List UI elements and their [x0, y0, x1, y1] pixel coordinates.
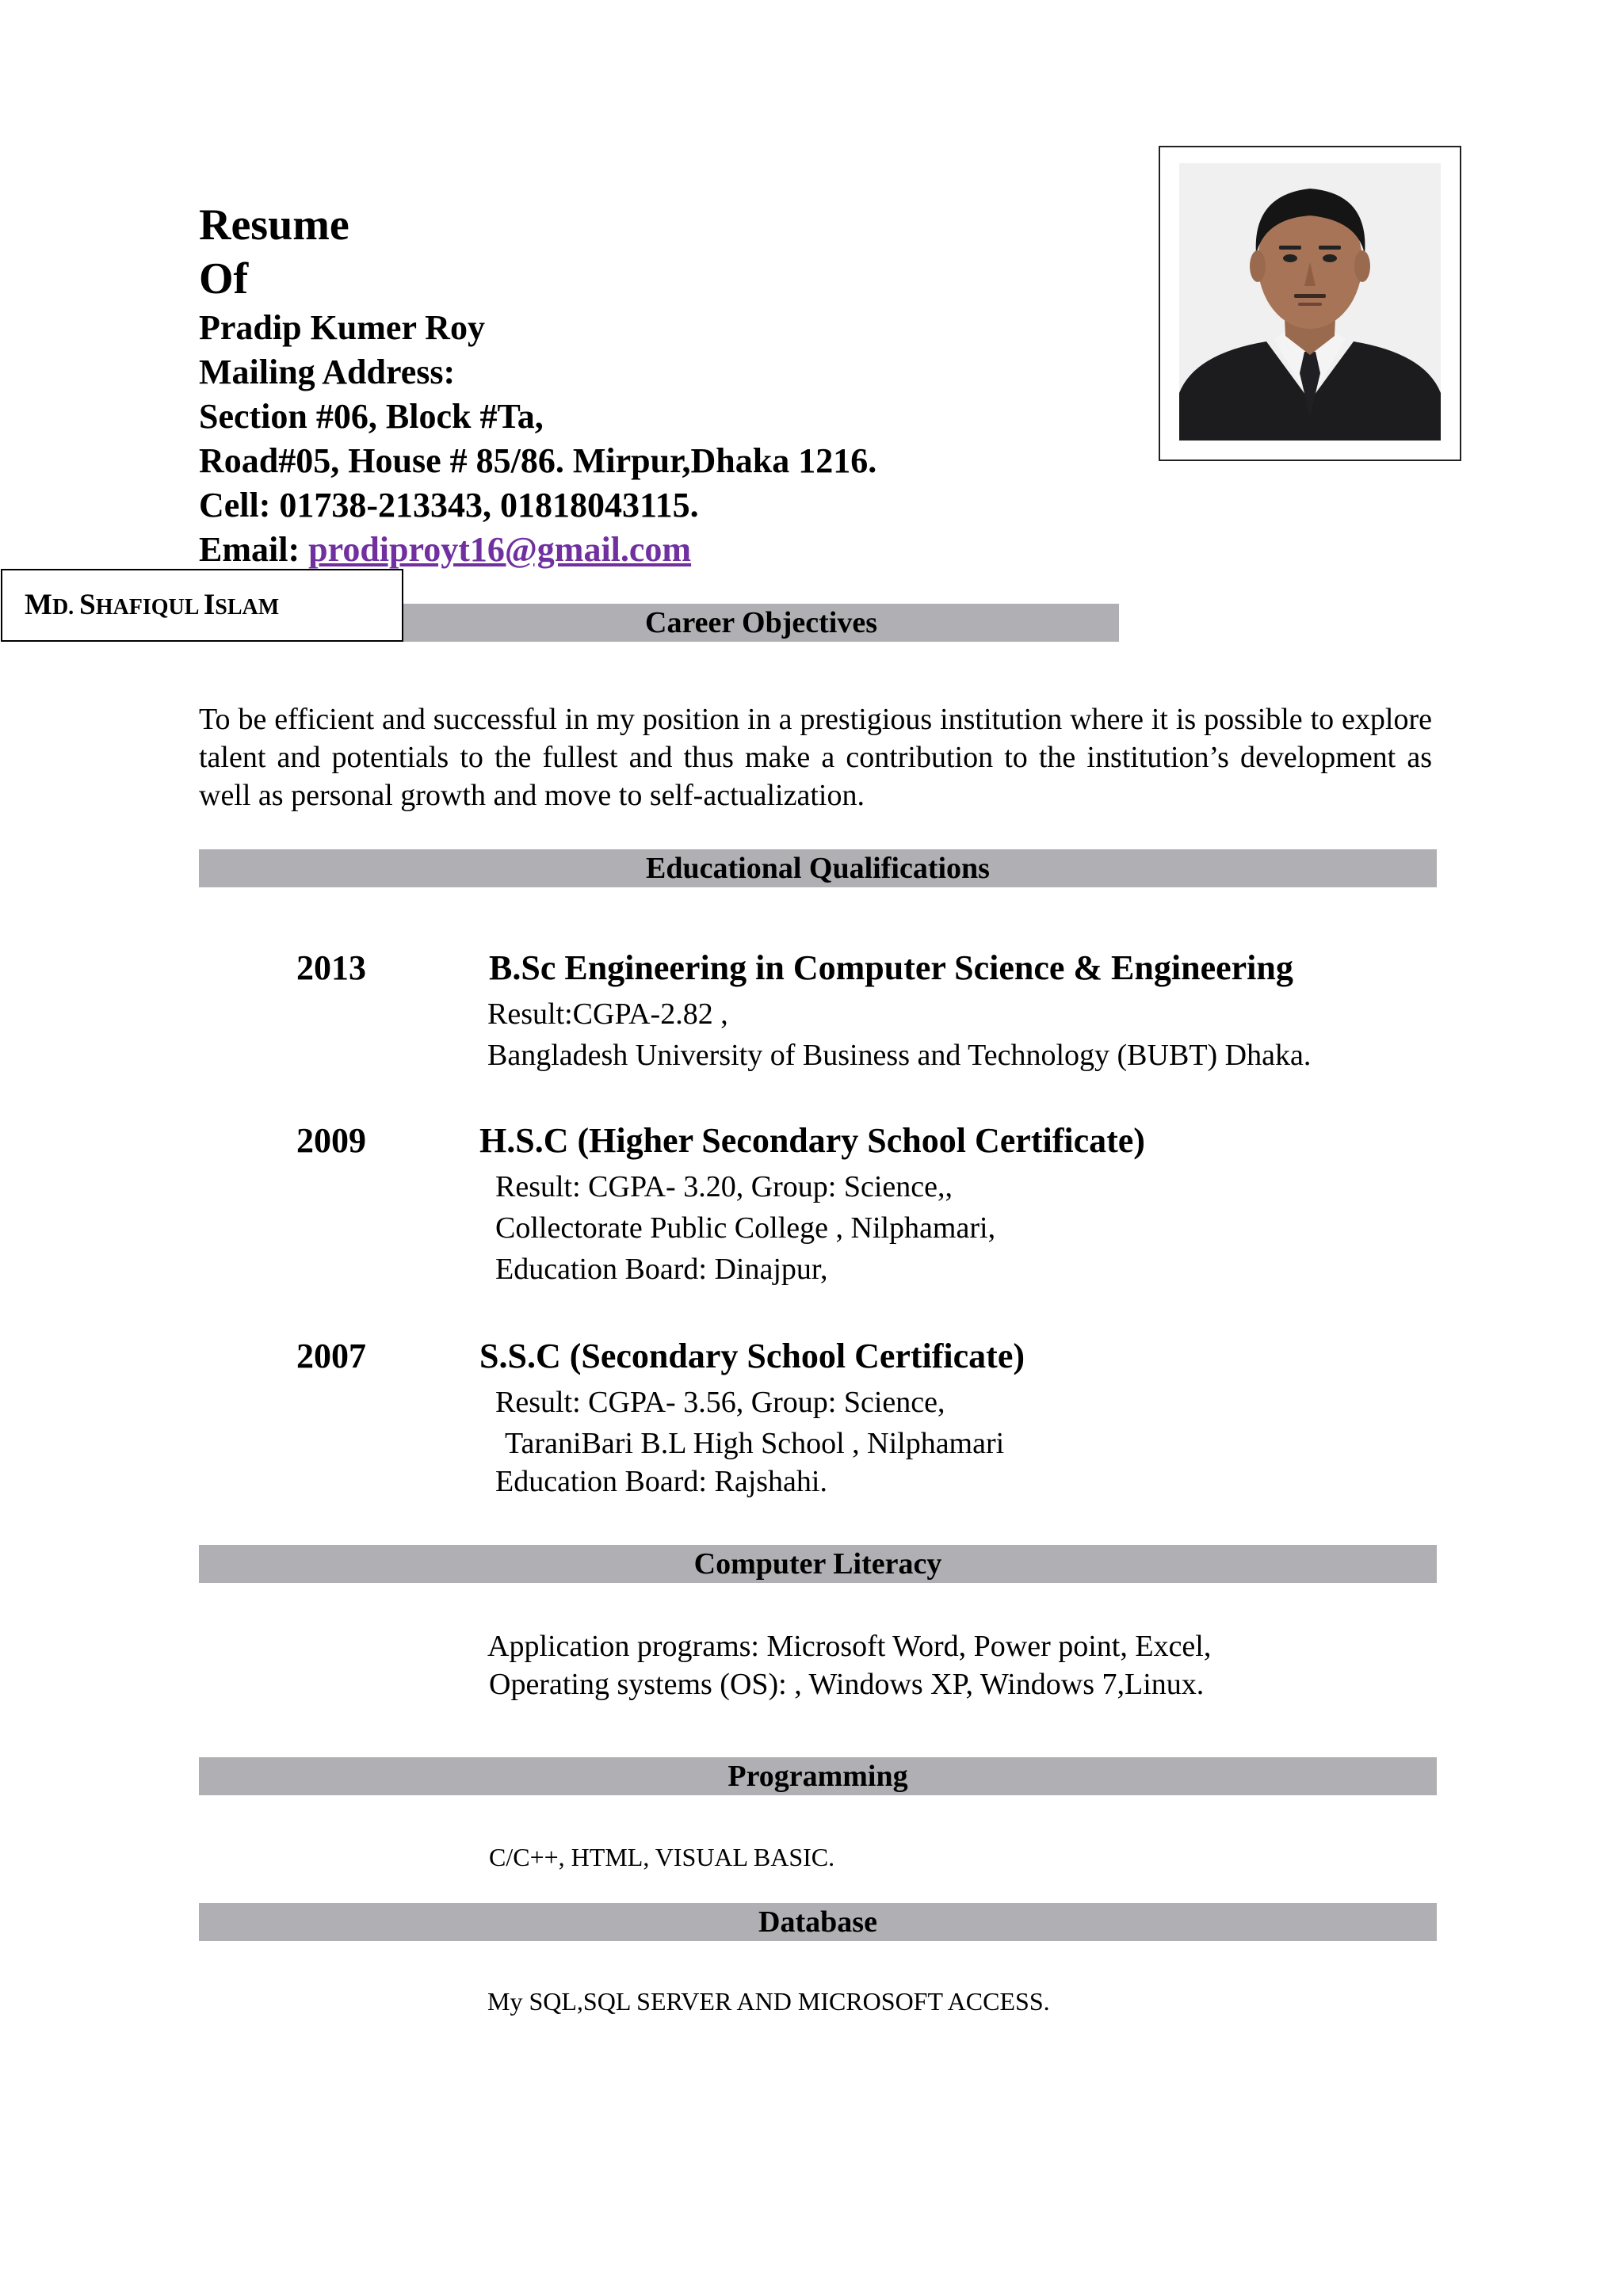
email-line	[199, 529, 691, 570]
education-year: 2009	[296, 1121, 366, 1160]
education-detail: Result: CGPA- 3.56, Group: Science,	[495, 1386, 945, 1419]
career-objectives-text: To be efficient and successful in my position in a prestigious institution where it is possible to explore talent and potentials to the fullest and thus make a contribution to the institution’s development as well as personal growth and move to self-actualization.	[199, 703, 1432, 812]
education-degree: S.S.C (Secondary School Certificate)	[479, 1337, 1025, 1375]
database-heading: Database	[199, 1903, 1437, 1941]
programming-text: C/C++, HTML, VISUAL BASIC.	[489, 1843, 835, 1871]
computer-literacy-heading: Computer Literacy	[199, 1545, 1437, 1583]
computer-literacy-line: Application programs: Microsoft Word, Power point, Excel,	[487, 1630, 1212, 1663]
education-detail: Bangladesh University of Business and Technology (BUBT) Dhaka.	[487, 1039, 1312, 1072]
resume-of: Of	[199, 254, 249, 303]
resume-title: Resume	[199, 200, 349, 250]
programming-heading: Programming	[199, 1757, 1437, 1795]
education-year: 2013	[296, 948, 366, 987]
education-detail: Result: CGPA- 3.20, Group: Science,,	[495, 1170, 953, 1203]
education-detail: Education Board: Dinajpur,	[495, 1253, 828, 1286]
address-line-1: Section #06, Block #Ta,	[199, 397, 544, 436]
education-heading: Educational Qualifications	[199, 849, 1437, 887]
profile-photo	[1159, 146, 1461, 461]
portrait-illustration	[1179, 163, 1441, 441]
education-detail: Collectorate Public College , Nilphamari,	[495, 1211, 996, 1245]
education-degree: H.S.C (Higher Secondary School Certificate)	[479, 1121, 1145, 1160]
mailing-label: Mailing Address:	[199, 353, 456, 391]
education-detail: Result:CGPA-2.82 ,	[487, 997, 728, 1031]
education-detail: Education Board: Rajshahi.	[495, 1465, 827, 1498]
database-text: My SQL,SQL SERVER AND MICROSOFT ACCESS.	[487, 1987, 1050, 2016]
computer-literacy-line: Operating systems (OS): , Windows XP, Windows 7,Linux.	[489, 1668, 1205, 1701]
email-label: Email:	[199, 530, 309, 569]
career-objectives-heading: Career Objectives	[403, 604, 1119, 642]
portrait-image	[1179, 163, 1441, 441]
education-degree: B.Sc Engineering in Computer Science & Engineering	[489, 948, 1293, 987]
email-link[interactable]: prodiproyt16@gmail.com	[308, 530, 692, 569]
cell-line: Cell: 01738-213343, 01818043115.	[199, 486, 699, 524]
education-detail: TaraniBari B.L High School , Nilphamari	[505, 1427, 1005, 1460]
address-line-2: Road#05, House # 85/86. Mirpur,Dhaka 1216.	[199, 441, 877, 480]
education-year: 2007	[296, 1337, 366, 1375]
candidate-name: Pradip Kumer Roy	[199, 308, 485, 347]
name-box: MD. SHAFIQUL ISLAM	[1, 569, 403, 642]
